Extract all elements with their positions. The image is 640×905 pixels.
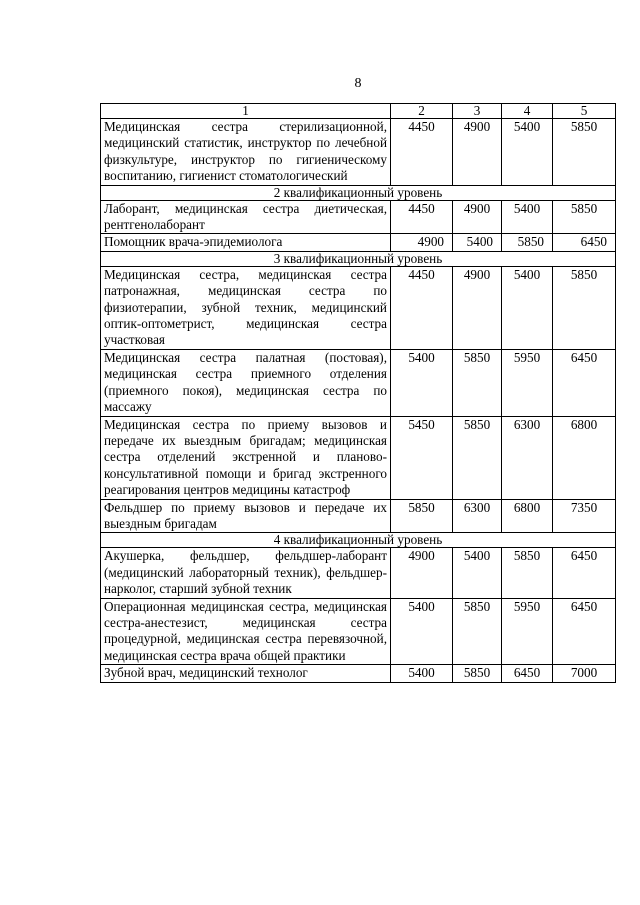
salary-value: 4900 [453,119,502,186]
salary-value: 4900 [453,266,502,349]
salary-value: 5850 [391,499,453,533]
salary-value: 5850 [453,665,502,682]
position-title: Медицинская сестра палатная (постовая), медицинская сестра приемного отделения (приемного покоя), медицинская сестра по массажу [101,349,391,416]
salary-value: 5850 [553,200,616,234]
salary-value: 6800 [553,416,616,499]
table-row [101,665,616,682]
table-row [101,266,616,349]
salary-value: 5400 [391,349,453,416]
table-body [101,104,616,683]
header-cell: 5 [553,104,616,119]
position-title: Медицинская сестра по приему вызовов и передаче их выездным бригадам; медицинская сестра отделений экстренной и планово-консультативной помощи и бригад экстренного реагирования центров медицины катастроф [101,416,391,499]
salary-value: 7000 [553,665,616,682]
qualification-level-row [101,251,616,266]
salary-value: 5400 [453,548,502,598]
position-title: Медицинская сестра стерилизационной, медицинский статистик, инструктор по лечебной физкультуре, инструктор по гигиеническому воспитанию, гигиенист стоматологический [101,119,391,186]
qualification-level-label: 4 квалификационный уровень [101,533,616,548]
position-title: Фельдшер по приему вызовов и передаче их выездным бригадам [101,499,391,533]
salary-value: 4450 [391,200,453,234]
table-header-row [101,104,616,119]
position-title: Медицинская сестра, медицинская сестра патронажная, медицинская сестра по физиотерапии, зубной техник, медицинский оптик-оптометрист, медицинская сестра участковая [101,266,391,349]
qualification-level-row [101,185,616,200]
table-row [101,349,616,416]
salary-value: 7350 [553,499,616,533]
table-row [101,548,616,598]
salary-value: 5850 [502,548,553,598]
salary-value: 5850 [502,234,553,251]
salary-value: 6300 [502,416,553,499]
header-cell: 4 [502,104,553,119]
table-row [101,119,616,186]
salary-value: 5400 [391,665,453,682]
table-row [101,598,616,665]
salary-value: 6450 [553,598,616,665]
salary-value: 5850 [453,349,502,416]
position-title: Помощник врача-эпидемиолога [101,234,391,251]
salary-value: 4900 [453,200,502,234]
salary-value: 5400 [502,200,553,234]
header-cell: 2 [391,104,453,119]
salary-value: 6450 [553,234,616,251]
position-title: Зубной врач, медицинский технолог [101,665,391,682]
salary-value: 6450 [502,665,553,682]
salary-value: 5850 [453,598,502,665]
page-number: 8 [354,76,362,91]
salary-table [100,103,616,683]
table-row [101,200,616,234]
position-title: Акушерка, фельдшер, фельдшер-лаборант (медицинский лабораторный техник), фельдшер-нарколог, старший зубной техник [101,548,391,598]
salary-value: 5400 [502,119,553,186]
salary-value: 5850 [553,119,616,186]
salary-value: 4450 [391,119,453,186]
salary-value: 4900 [391,548,453,598]
table-row [101,416,616,499]
salary-value: 4450 [391,266,453,349]
qualification-level-label: 2 квалификационный уровень [101,185,616,200]
salary-value: 6800 [502,499,553,533]
salary-value: 5450 [391,416,453,499]
salary-value: 6450 [553,349,616,416]
table-row [101,499,616,533]
qualification-level-row [101,533,616,548]
position-title: Операционная медицинская сестра, медицинская сестра-анестезист, медицинская сестра процедурной, медицинская сестра перевязочной, медицинская сестра врача общей практики [101,598,391,665]
header-cell: 1 [101,104,391,119]
salary-value: 4900 [391,234,453,251]
salary-value: 6300 [453,499,502,533]
salary-value: 5950 [502,349,553,416]
salary-value: 5400 [502,266,553,349]
qualification-level-label: 3 квалификационный уровень [101,251,616,266]
salary-value: 5400 [391,598,453,665]
salary-value: 5950 [502,598,553,665]
header-cell: 3 [453,104,502,119]
salary-value: 5400 [453,234,502,251]
salary-value: 6450 [553,548,616,598]
table-row [101,234,616,251]
salary-value: 5850 [553,266,616,349]
position-title: Лаборант, медицинская сестра диетическая, рентгенолаборант [101,200,391,234]
salary-value: 5850 [453,416,502,499]
